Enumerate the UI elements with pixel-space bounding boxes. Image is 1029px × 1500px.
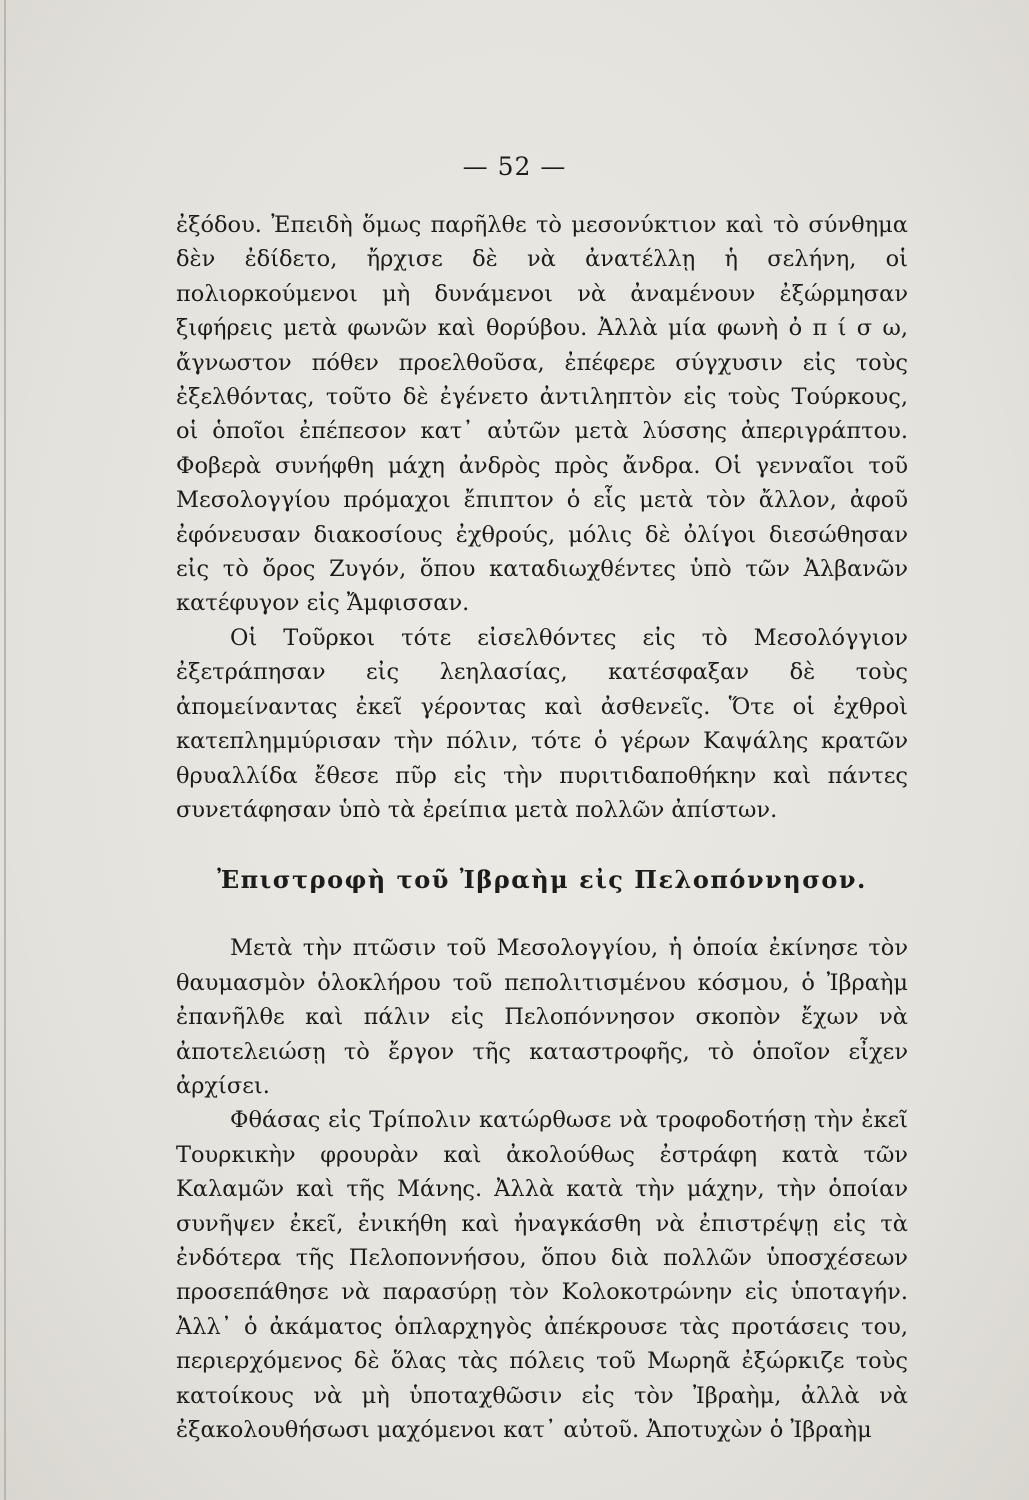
paragraph-2: Οἱ Τοῦρκοι τότε εἰσελθόντες εἰς τὸ Μεσολόγγιον ἐξετράπησαν εἰς λεηλασίας, κατέσφαξαν δὲ τοὺς ἀπομείναντας ἐκεῖ γέροντας καὶ ἀσθενεῖς. Ὅτε οἱ ἐχθροὶ κατεπλημμύρισαν τὴν πόλιν, τότε ὁ γέρων Καψάλης κρατῶν θρυαλλίδα ἔθεσε πῦρ εἰς τὴν πυριτιδαποθήκην καὶ πάντες συνετάφησαν ὑπὸ τὰ ἐρείπια μετὰ πολλῶν ἀπίστων. [176, 624, 908, 823]
page-edge-line [4, 0, 6, 1500]
section-paragraph-1: Μετὰ τὴν πτῶσιν τοῦ Μεσολογγίου, ἡ ὁποία ἐκίνησε τὸν θαυμασμὸν ὁλοκλήρου τοῦ πεπολιτισμένου κόσμου, ὁ Ἰβραὴμ ἐπανῆλθε καὶ πάλιν εἰς Πελοπόννησον σκοπὸν ἔχων νὰ ἀποτελειώσῃ τὸ ἔργον τῆς καταστροφῆς, τὸ ὁποῖον εἶχεν ἀρχίσει. [176, 935, 908, 1099]
body-text [176, 208, 908, 1447]
paragraph-1: ἐξόδου. Ἐπειδὴ ὅμως παρῆλθε τὸ μεσονύκτιον καὶ τὸ σύνθημα δὲν ἐδίδετο, ἤρχισε δὲ νὰ ἀνατέλλῃ ἡ σελήνη, οἱ πολιορκούμενοι μὴ δυνάμενοι νὰ ἀναμένουν ἐξώρμησαν ξιφήρεις μετὰ φωνῶν καὶ θορύβου. Ἀλλὰ μία φωνὴ ὀ π ί σ ω, ἄγνωστον πόθεν προελθοῦσα, ἐπέφερε σύγχυσιν εἰς τοὺς ἐξελθόντας, τοῦτο δὲ ἐγένετο ἀντιληπτὸν εἰς τοὺς Τούρκους, οἱ ὁποῖοι ἐπέπεσον κατ᾽ αὐτῶν μετὰ λύσσης ἀπεριγράπτου. Φοβερὰ συνήφθη μάχη ἀνδρὸς πρὸς ἄνδρα. Οἱ γενναῖοι τοῦ Μεσολογγίου πρόμαχοι ἔπιπτον ὁ εἷς μετὰ τὸν ἄλλον, ἀφοῦ ἐφόνευσαν διακοσίους ἐχθρούς, μόλις δὲ ὀλίγοι διεσώθησαν εἰς τὸ ὄρος Ζυγόν, ὅπου καταδιωχθέντες ὑπὸ τῶν Ἀλβανῶν κατέφυγον εἰς Ἄμφισσαν. [176, 212, 908, 617]
section-paragraph-2: Φθάσας εἰς Τρίπολιν κατώρθωσε νὰ τροφοδοτήσῃ τὴν ἐκεῖ Τουρκικὴν φρουρὰν καὶ ἀκολούθως ἐστράφη κατὰ τῶν Καλαμῶν καὶ τῆς Μάνης. Ἀλλὰ κατὰ τὴν μάχην, τὴν ὁποίαν συνῆψεν ἐκεῖ, ἐνικήθη καὶ ἠναγκάσθη νὰ ἐπιστρέψῃ εἰς τὰ ἐνδότερα τῆς Πελοποννήσου, ὅπου διὰ πολλῶν ὑποσχέσεων προσεπάθησε νὰ παρασύρῃ τὸν Κολοκοτρώνην εἰς ὑποταγήν. Ἀλλ᾽ ὁ ἀκάματος ὁπλαρχηγὸς ἀπέκρουσε τὰς προτάσεις του, περιερχόμενος δὲ ὅλας τὰς πόλεις τοῦ Μωρηᾶ ἐξώρκιζε τοὺς κατοίκους νὰ μὴ ὑποταχθῶσιν εἰς τὸν Ἰβραὴμ, ἀλλὰ νὰ ἐξακολουθήσωσι μαχόμενοι κατ᾽ αὐτοῦ. Ἀποτυχὼν ὁ Ἰβραὴμ [176, 1107, 908, 1443]
section-heading: Ἐπιστροφὴ τοῦ Ἰβραὴμ εἰς Πελοπόννησον. [217, 865, 867, 895]
page-number: — 52 — [462, 152, 567, 181]
